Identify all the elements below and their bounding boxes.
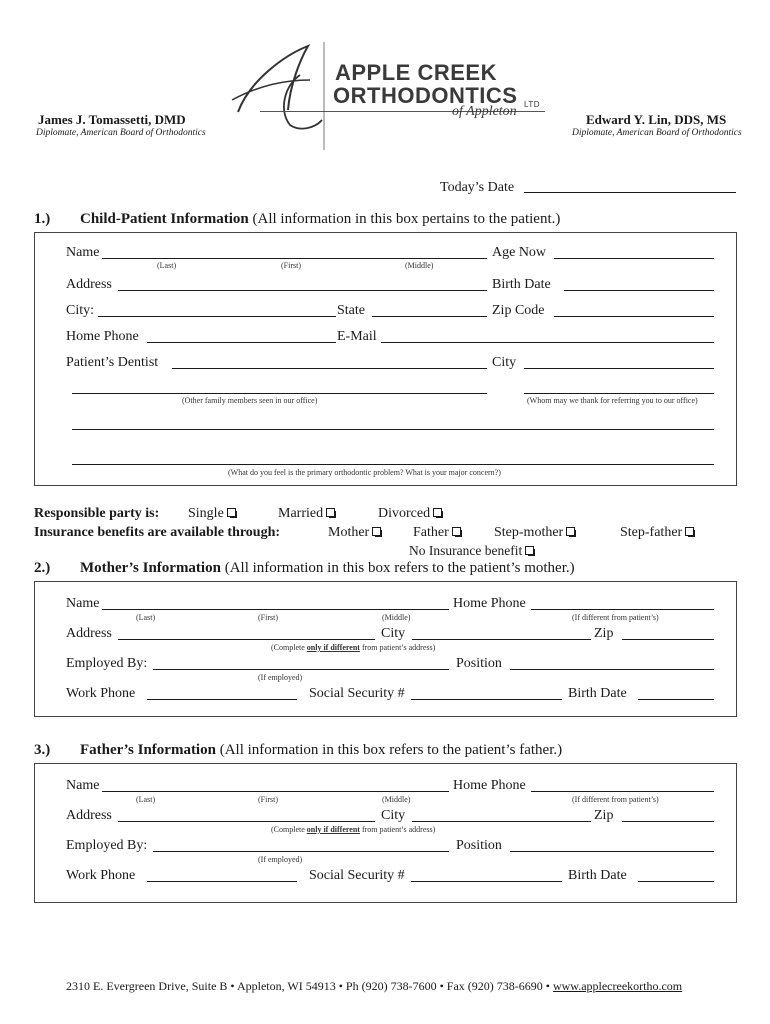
father-option[interactable]: Father <box>413 525 461 541</box>
single-checkbox[interactable] <box>227 508 236 517</box>
mother-last-hint: (Last) <box>136 613 156 622</box>
section3-number: 3.) <box>34 742 51 758</box>
mother-birth-date-label: Birth Date <box>568 686 627 701</box>
concern-hint: (What do you feel is the primary orthodontic problem? What is your major concern?) <box>228 468 501 477</box>
birth-date-field[interactable] <box>564 290 714 291</box>
father-city-field[interactable] <box>412 821 591 822</box>
right-doctor-name: Edward Y. Lin, DDS, MS <box>586 112 727 127</box>
left-doctor-name: James J. Tomassetti, DMD <box>38 112 186 127</box>
concern-field-1[interactable] <box>72 429 714 430</box>
email-label: E-Mail <box>337 329 377 344</box>
stepmother-checkbox[interactable] <box>566 527 575 536</box>
father-zip-label: Zip <box>594 808 614 823</box>
state-label: State <box>337 303 365 318</box>
mother-zip-label: Zip <box>594 626 614 641</box>
left-doctor-title: Diplomate, American Board of Orthodontics <box>36 128 206 138</box>
no-insurance-option[interactable]: No Insurance benefit <box>409 543 534 559</box>
father-birth-date-label: Birth Date <box>568 868 627 883</box>
father-name-label: Name <box>66 778 100 793</box>
mother-if-different-hint: (If different from patient’s) <box>572 613 659 622</box>
logo-ltd: LTD <box>524 100 541 109</box>
mother-home-phone-field[interactable] <box>531 609 714 610</box>
father-position-field[interactable] <box>510 851 714 852</box>
mother-option[interactable]: Mother <box>328 525 381 541</box>
state-field[interactable] <box>372 316 487 317</box>
logo-monogram-icon <box>230 40 330 152</box>
father-work-phone-label: Work Phone <box>66 868 136 883</box>
stepmother-option[interactable]: Step-mother <box>494 525 575 541</box>
section3-title: Father’s Information (All information in this box refers to the patient’s father.) <box>80 742 563 758</box>
mother-work-phone-label: Work Phone <box>66 686 136 701</box>
married-checkbox[interactable] <box>326 508 335 517</box>
family-members-hint: (Other family members seen in our office) <box>182 396 318 405</box>
mother-address-label: Address <box>66 626 112 641</box>
father-zip-field[interactable] <box>622 821 714 822</box>
patient-address-field[interactable] <box>118 290 487 291</box>
mother-complete-hint: (Complete only if different from patient’s address) <box>271 643 436 652</box>
section1-number: 1.) <box>34 211 51 227</box>
single-option[interactable]: Single <box>188 506 236 522</box>
dentist-label: Patient’s Dentist <box>66 355 159 370</box>
section2-number: 2.) <box>34 560 51 576</box>
concern-field-2[interactable] <box>72 464 714 465</box>
patient-name-label: Name <box>66 245 100 260</box>
logo-line2: ORTHODONTICS <box>333 83 518 108</box>
first-hint: (First) <box>281 261 301 270</box>
last-hint: (Last) <box>157 261 177 270</box>
zip-code-label: Zip Code <box>492 303 545 318</box>
patient-city-label: City: <box>66 303 95 318</box>
insurance-label: Insurance benefits are available through: <box>34 525 281 540</box>
responsible-party-label: Responsible party is: <box>34 506 160 521</box>
family-members-field[interactable] <box>72 393 487 394</box>
section1-title: Child-Patient Information (All information in this box pertains to the patient.) <box>80 211 561 227</box>
todays-date-label: Today’s Date <box>440 180 515 195</box>
mother-first-hint: (First) <box>258 613 278 622</box>
mother-city-field[interactable] <box>412 639 591 640</box>
patient-name-field[interactable] <box>102 258 487 259</box>
married-option[interactable]: Married <box>278 506 335 522</box>
dentist-field[interactable] <box>172 368 487 369</box>
referral-hint: (Whom may we thank for referring you to our office) <box>527 396 698 405</box>
father-name-field[interactable] <box>102 791 449 792</box>
father-employed-label: Employed By: <box>66 838 148 853</box>
father-checkbox[interactable] <box>452 527 461 536</box>
age-now-label: Age Now <box>492 245 547 260</box>
father-birth-date-field[interactable] <box>638 881 714 882</box>
mother-if-employed-hint: (If employed) <box>258 673 303 682</box>
middle-hint: (Middle) <box>405 261 434 270</box>
father-if-different-hint: (If different from patient’s) <box>572 795 659 804</box>
no-insurance-checkbox[interactable] <box>525 546 534 555</box>
father-ssn-field[interactable] <box>411 881 562 882</box>
mother-position-label: Position <box>456 656 502 671</box>
father-first-hint: (First) <box>258 795 278 804</box>
website-link[interactable]: www.applecreekortho.com <box>552 979 683 993</box>
dentist-city-label: City <box>492 355 517 370</box>
father-home-phone-field[interactable] <box>531 791 714 792</box>
section2-title: Mother’s Information (All information in this box refers to the patient’s mother.) <box>80 560 575 576</box>
mother-checkbox[interactable] <box>372 527 381 536</box>
mother-ssn-field[interactable] <box>411 699 562 700</box>
footer-contact: 2310 E. Evergreen Drive, Suite B • Appleton, WI 54913 • Ph (920) 738-7600 • Fax (920) 738-6690 • www.applecreekortho.com <box>66 979 683 993</box>
father-middle-hint: (Middle) <box>382 795 411 804</box>
home-phone-field[interactable] <box>147 342 336 343</box>
mother-position-field[interactable] <box>510 669 714 670</box>
stepfather-checkbox[interactable] <box>685 527 694 536</box>
divorced-checkbox[interactable] <box>433 508 442 517</box>
mother-name-field[interactable] <box>102 609 449 610</box>
birth-date-label: Birth Date <box>492 277 551 292</box>
patient-address-label: Address <box>66 277 112 292</box>
stepfather-option[interactable]: Step-father <box>620 525 694 541</box>
divorced-option[interactable]: Divorced <box>378 506 442 522</box>
age-now-field[interactable] <box>554 258 714 259</box>
father-home-phone-label: Home Phone <box>453 778 526 793</box>
mother-middle-hint: (Middle) <box>382 613 411 622</box>
mother-address-field[interactable] <box>118 639 375 640</box>
father-address-field[interactable] <box>118 821 375 822</box>
email-field[interactable] <box>381 342 714 343</box>
father-if-employed-hint: (If employed) <box>258 855 303 864</box>
patient-city-field[interactable] <box>98 316 336 317</box>
father-position-label: Position <box>456 838 502 853</box>
referral-field[interactable] <box>524 393 714 394</box>
father-complete-hint: (Complete only if different from patient’s address) <box>271 825 436 834</box>
mother-birth-date-field[interactable] <box>638 699 714 700</box>
father-work-phone-field[interactable] <box>147 881 297 882</box>
father-last-hint: (Last) <box>136 795 156 804</box>
father-city-label: City <box>381 808 406 823</box>
mother-name-label: Name <box>66 596 100 611</box>
father-ssn-label: Social Security # <box>309 868 405 883</box>
mother-ssn-label: Social Security # <box>309 686 405 701</box>
father-employed-field[interactable] <box>153 851 449 852</box>
father-address-label: Address <box>66 808 112 823</box>
right-doctor-title: Diplomate, American Board of Orthodontics <box>572 128 742 138</box>
mother-employed-field[interactable] <box>153 669 449 670</box>
mother-work-phone-field[interactable] <box>147 699 297 700</box>
todays-date-field[interactable] <box>524 192 736 193</box>
logo-tag: of Appleton <box>452 104 517 119</box>
home-phone-label: Home Phone <box>66 329 139 344</box>
dentist-city-field[interactable] <box>524 368 714 369</box>
mother-zip-field[interactable] <box>622 639 714 640</box>
mother-employed-label: Employed By: <box>66 656 148 671</box>
logo-line1: APPLE CREEK <box>335 60 497 85</box>
mother-city-label: City <box>381 626 406 641</box>
zip-code-field[interactable] <box>554 316 714 317</box>
mother-home-phone-label: Home Phone <box>453 596 526 611</box>
